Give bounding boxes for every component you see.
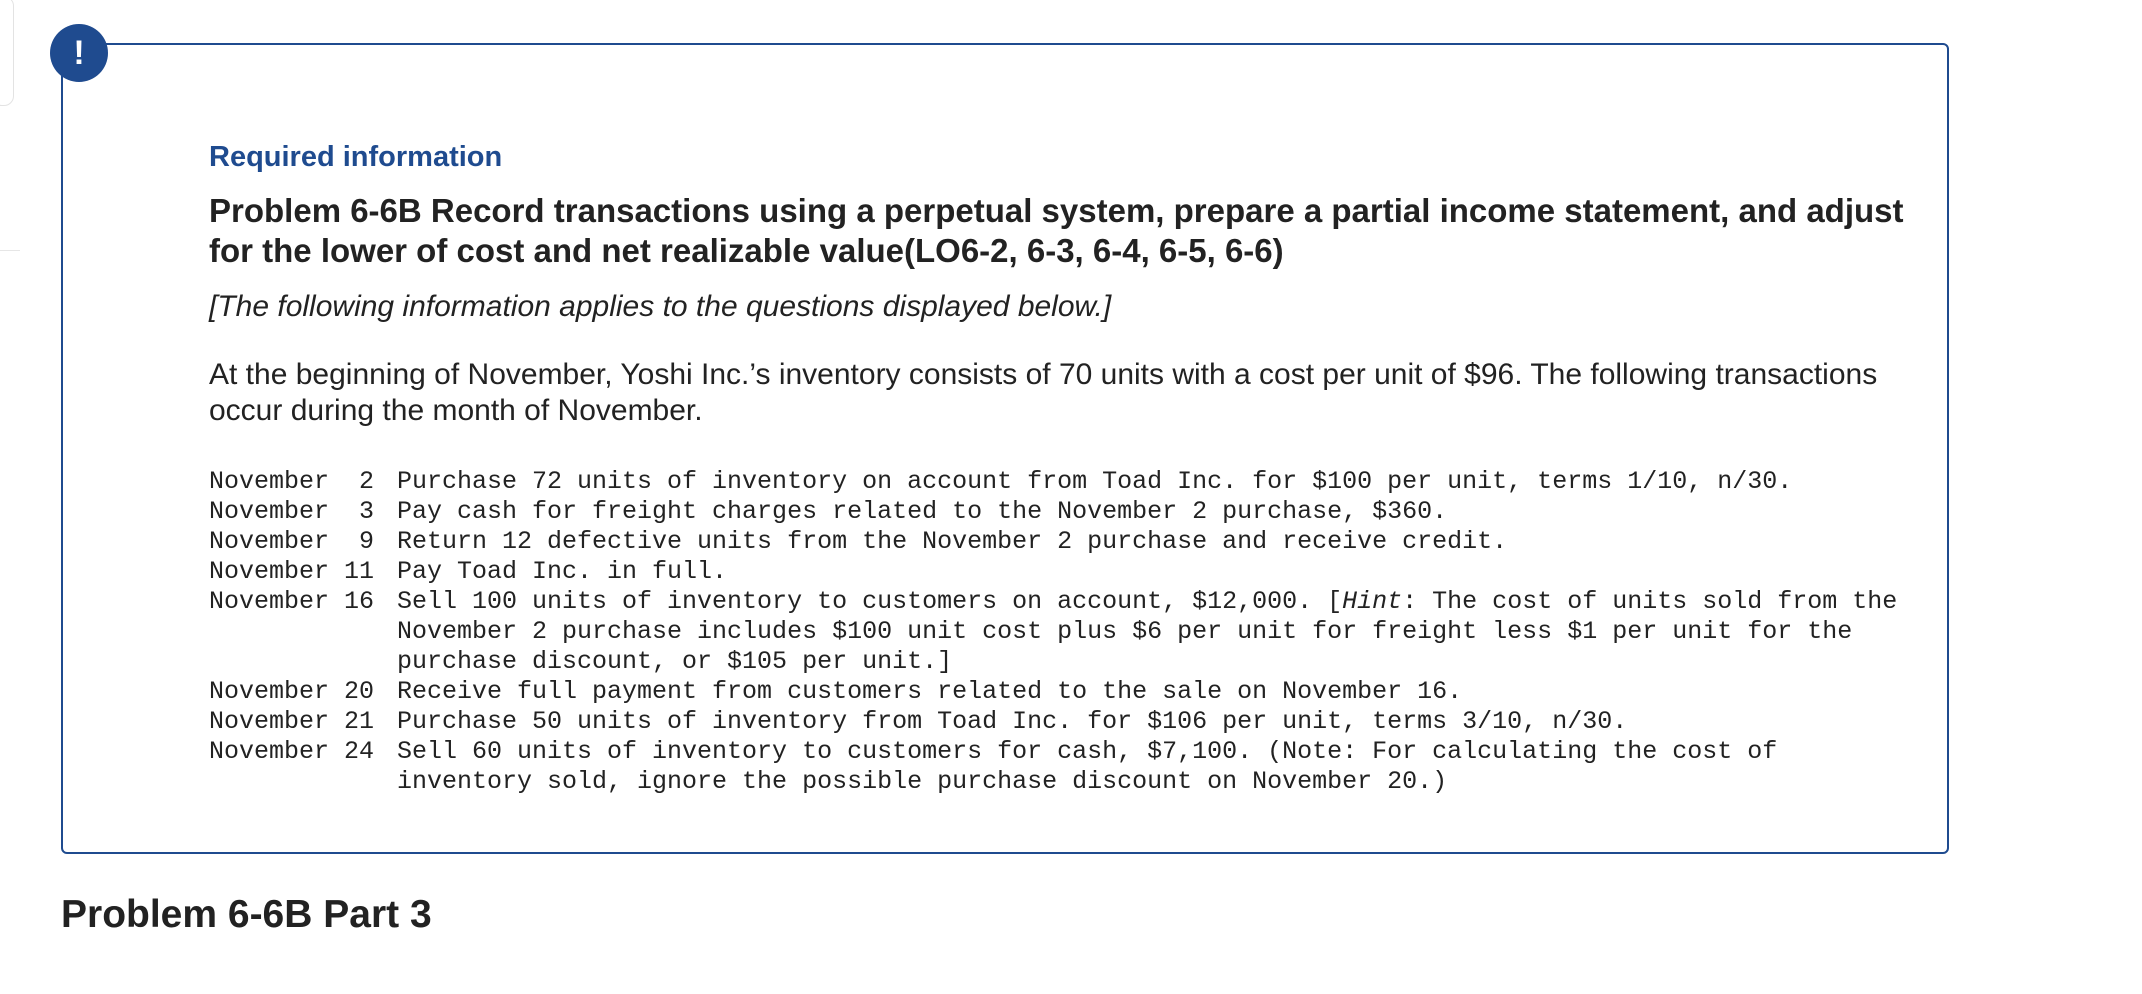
transaction-description: Purchase 50 units of inventory from Toad Inc. for $106 per unit, terms 3/10, n/30. — [397, 707, 1628, 736]
transaction-description — [397, 587, 1917, 677]
transaction-row — [209, 527, 1969, 557]
transaction-row — [209, 587, 1969, 677]
transaction-row — [209, 497, 1969, 527]
transaction-description: Pay Toad Inc. in full. — [397, 557, 728, 586]
transaction-row — [209, 467, 1969, 497]
transaction-row — [209, 557, 1969, 587]
transaction-date: November 3 — [209, 497, 375, 526]
transaction-description: Purchase 72 units of inventory on account from Toad Inc. for $100 per unit, terms 1/10, n/30. — [397, 467, 1793, 496]
transaction-date: November 20 — [209, 677, 375, 706]
transaction-text-after-hint: : The cost of units sold from the November 2 purchase includes $100 unit cost plus $6 per unit for freight less $1 per unit for the purchase discount, or $105 per unit.] — [397, 587, 1898, 676]
transaction-date: November 9 — [209, 527, 375, 556]
transaction-date: November 24 — [209, 737, 375, 766]
transaction-description: Sell 60 units of inventory to customers for cash, $7,100. (Note: For calculating the cost of inventory sold, ignore the possible purchase discount on November 20.) — [397, 737, 1778, 796]
transaction-date: November 21 — [209, 707, 375, 736]
required-information-label: Required information — [209, 141, 503, 173]
transaction-text-before-hint: Sell 100 units of inventory to customers on account, $12,000. [ — [397, 587, 1343, 616]
exclamation-icon: ! — [50, 24, 108, 82]
side-panel-edge — [0, 0, 14, 106]
intro-paragraph: At the beginning of November, Yoshi Inc.’s inventory consists of 70 units with a cost per unit of $96. The following transactions occur during the month of November. — [209, 358, 1878, 427]
transaction-description: Pay cash for freight charges related to the November 2 purchase, $360. — [397, 497, 1448, 526]
transaction-list — [209, 467, 1969, 797]
side-divider — [0, 250, 20, 251]
info-content — [209, 135, 1969, 797]
transaction-row — [209, 707, 1969, 737]
problem-title: Problem 6-6B Record transactions using a perpetual system, prepare a partial income statement, and adjust for the lower of cost and net realizable value(LO6-2, 6-3, 6-4, 6-5, 6-6) — [209, 192, 1904, 269]
applies-note: [The following information applies to the questions displayed below.] — [209, 290, 1112, 323]
required-information-box — [61, 43, 1949, 854]
transaction-date: November 11 — [209, 557, 375, 586]
transaction-row — [209, 737, 1969, 797]
transaction-description: Return 12 defective units from the November 2 purchase and receive credit. — [397, 527, 1508, 556]
transaction-row — [209, 677, 1969, 707]
transaction-date: November 16 — [209, 587, 375, 616]
hint-label: Hint — [1342, 587, 1403, 616]
part-heading: Problem 6-6B Part 3 — [61, 893, 432, 936]
transaction-date: November 2 — [209, 467, 375, 496]
transaction-description: Receive full payment from customers related to the sale on November 16. — [397, 677, 1463, 706]
